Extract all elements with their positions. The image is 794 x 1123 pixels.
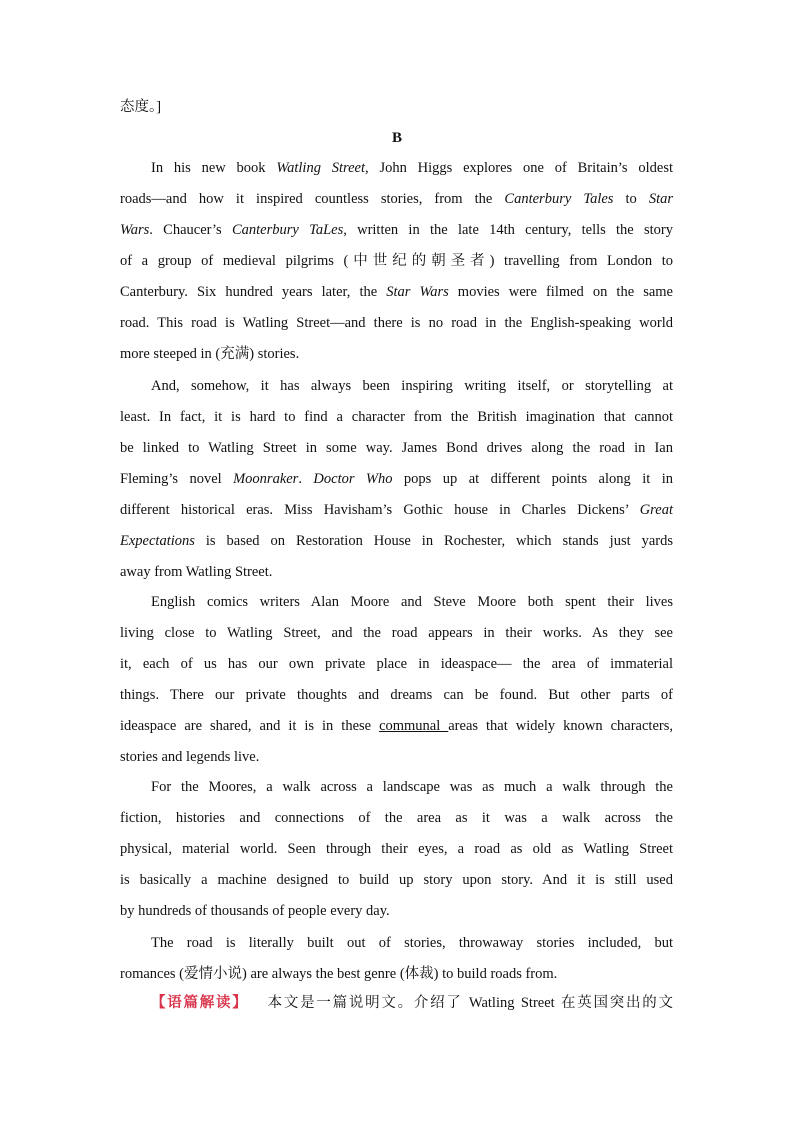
text-run: English comics writers Alan Moore and Steve Moore both spent their lives <box>151 594 673 610</box>
paragraph-1-line-3 <box>120 220 673 240</box>
text-run: away from Watling Street. <box>120 564 273 580</box>
text-run: , written in the late 14th century, tells the story <box>343 222 674 238</box>
italic-title: Great <box>639 502 673 518</box>
paragraph-4-line-4 <box>120 870 673 890</box>
paragraph-1-line-5 <box>120 282 673 302</box>
paragraph-3-line-2 <box>120 623 673 643</box>
text-run: to <box>613 191 649 207</box>
text-run: movies were filmed on the same <box>448 284 673 300</box>
paragraph-4-line-2 <box>120 808 673 828</box>
analysis-label: 【语篇解读】 <box>151 995 249 1011</box>
text-run: be linked to Watling Street in some way. James Bond drives along the road in Ian <box>120 440 673 456</box>
italic-title: Star Wars <box>386 284 449 300</box>
text-run: it, each of us has our own private place in ideaspace— the area of immaterial <box>120 656 673 672</box>
text-run: fiction, histories and connections of the area as it was a walk across the <box>120 810 673 826</box>
text-run: For the Moores, a walk across a landscape was as much a walk through the <box>151 779 673 795</box>
text-run: least. In fact, it is hard to find a character from the British imagination that cannot <box>120 409 673 425</box>
paragraph-4-line-1 <box>151 777 673 797</box>
paragraph-2-line-4 <box>120 469 673 489</box>
italic-title: Watling Street <box>276 160 366 176</box>
analysis-text: 本文是一篇说明文。介绍了 Watling Street 在英国突出的文 <box>267 995 674 1011</box>
paragraph-1-line-1 <box>151 158 673 178</box>
italic-title: Wars <box>120 222 150 238</box>
paragraph-2-line-7 <box>120 562 673 582</box>
fragment-line: 态度。] <box>120 99 162 115</box>
text-run: is based on Restoration House in Rochester, which stands just yards <box>194 533 673 549</box>
text-run: pops up at different points along it in <box>392 471 673 487</box>
text-run: of a group of medieval pilgrims (中世纪的朝圣者) travelling from London to <box>120 253 673 269</box>
italic-title: Expectations <box>120 533 195 549</box>
italic-title: Canterbury Tales <box>504 191 614 207</box>
paragraph-5-line-1 <box>151 933 673 953</box>
text-run: In his new book <box>151 160 277 176</box>
text-run: more steeped in (充满) stories. <box>120 346 300 362</box>
paragraph-2-line-6 <box>120 531 673 551</box>
italic-title: Moonraker <box>233 471 299 487</box>
paragraph-5-line-2 <box>120 964 673 984</box>
text-run: The road is literally built out of stories, throwaway stories included, but <box>151 935 673 951</box>
paragraph-2-line-3 <box>120 438 673 458</box>
paragraph-3-line-4 <box>120 685 673 705</box>
text-run: roads—and how it inspired countless stories, from the <box>120 191 505 207</box>
paragraph-2-line-1 <box>151 376 673 396</box>
paragraph-3-line-5 <box>120 716 673 736</box>
section-heading: B <box>391 130 402 146</box>
text-run: . <box>298 471 314 487</box>
paragraph-1-line-7 <box>120 344 673 364</box>
text-run: ideaspace are shared, and it is in these <box>120 718 380 734</box>
analysis-line <box>151 993 673 1013</box>
text-run: areas that widely known characters, <box>448 718 673 734</box>
text-run: different historical eras. Miss Havisham’s Gothic house in Charles Dickens’ <box>120 502 640 518</box>
text-run: road. This road is Watling Street—and there is no road in the English-speaking world <box>120 315 673 331</box>
paragraph-2-line-5 <box>120 500 673 520</box>
text-run: by hundreds of thousands of people every day. <box>120 903 390 919</box>
italic-title: Star <box>648 191 674 207</box>
text-run: physical, material world. Seen through their eyes, a road as old as Watling Street <box>120 841 673 857</box>
italic-title: Doctor Who <box>313 471 393 487</box>
text-run: things. There our private thoughts and dreams can be found. But other parts of <box>120 687 673 703</box>
text-run: And, somehow, it has always been inspiring writing itself, or storytelling at <box>151 378 673 394</box>
paragraph-1-line-2 <box>120 189 673 209</box>
underlined-word: communal <box>379 718 449 734</box>
paragraph-3-line-1 <box>151 592 673 612</box>
paragraph-3-line-6 <box>120 747 673 767</box>
paragraph-2-line-2 <box>120 407 673 427</box>
text-run: is basically a machine designed to build up story upon story. And it is still used <box>120 872 673 888</box>
paragraph-4-line-3 <box>120 839 673 859</box>
text-run: living close to Watling Street, and the road appears in their works. As they see <box>120 625 673 641</box>
text-run: stories and legends live. <box>120 749 260 765</box>
text-run: . Chaucer’s <box>149 222 232 238</box>
text-run: Canterbury. Six hundred years later, the <box>120 284 387 300</box>
text-run: romances (爱情小说) are always the best genre (体裁) to build roads from. <box>120 966 558 982</box>
paragraph-4-line-5 <box>120 901 673 921</box>
text-run: , John Higgs explores one of Britain’s oldest <box>365 160 673 176</box>
italic-title: Canterbury TaLes <box>231 222 344 238</box>
text-run: Fleming’s novel <box>120 471 234 487</box>
paragraph-1-line-6 <box>120 313 673 333</box>
paragraph-1-line-4 <box>120 251 673 271</box>
paragraph-3-line-3 <box>120 654 673 674</box>
